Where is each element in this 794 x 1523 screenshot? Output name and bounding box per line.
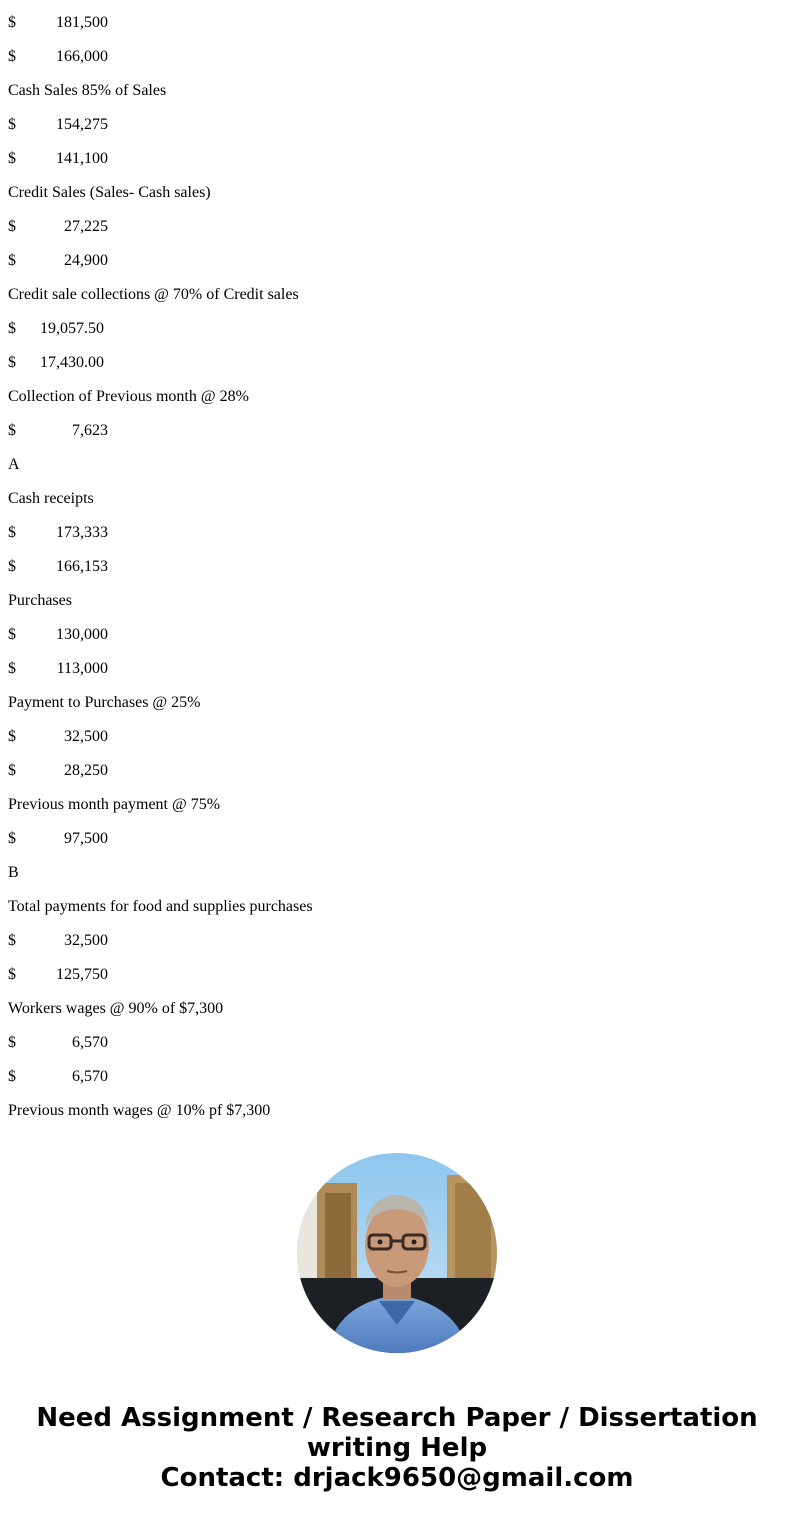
amount-value: 32,500 <box>64 932 108 949</box>
line-label: Purchases <box>8 592 72 609</box>
amount <box>8 958 108 992</box>
amount <box>8 1060 108 1094</box>
currency-symbol: $ <box>8 728 16 745</box>
line-label: Credit Sales (Sales- Cash sales) <box>8 184 211 201</box>
amount-row <box>8 754 768 788</box>
amount-value: 32,500 <box>64 728 108 745</box>
line-label: Workers wages @ 90% of $7,300 <box>8 1000 224 1017</box>
amount-row <box>8 720 768 754</box>
currency-symbol: $ <box>8 252 16 269</box>
line-label: Credit sale collections @ 70% of Credit sales <box>8 286 299 303</box>
currency-symbol: $ <box>8 762 16 779</box>
amount <box>8 924 108 958</box>
amount-value: 113,000 <box>56 660 108 677</box>
currency-symbol: $ <box>8 830 16 847</box>
amount-value: 97,500 <box>64 830 108 847</box>
line-label: Total payments for food and supplies purchases <box>8 898 313 915</box>
amount-value: 28,250 <box>64 762 108 779</box>
amount <box>8 618 108 652</box>
amount <box>8 720 108 754</box>
amount <box>8 210 108 244</box>
amount-value: 24,900 <box>64 252 108 269</box>
amount-value: 166,153 <box>56 558 108 575</box>
amount <box>8 346 104 380</box>
amount-value: 173,333 <box>56 524 108 541</box>
line-label: B <box>8 864 19 881</box>
amount <box>8 40 108 74</box>
amount-row <box>8 1060 768 1094</box>
currency-symbol: $ <box>8 218 16 235</box>
currency-symbol: $ <box>8 48 16 65</box>
currency-symbol: $ <box>8 320 16 337</box>
amount-value: 166,000 <box>56 48 108 65</box>
footer-contact <box>0 1403 794 1493</box>
line-label: A <box>8 456 20 473</box>
amount <box>8 312 104 346</box>
currency-symbol: $ <box>8 558 16 575</box>
amount-row <box>8 142 768 176</box>
line-label: Payment to Purchases @ 25% <box>8 694 201 711</box>
amount-row <box>8 924 768 958</box>
line-label: Previous month payment @ 75% <box>8 796 221 813</box>
currency-symbol: $ <box>8 1068 16 1085</box>
currency-symbol: $ <box>8 524 16 541</box>
currency-symbol: $ <box>8 354 16 371</box>
amount-value: 154,275 <box>56 116 108 133</box>
amount-row <box>8 1026 768 1060</box>
amount-value: 19,057.50 <box>40 320 104 337</box>
amount-row <box>8 346 768 380</box>
amount-row <box>8 6 768 40</box>
amount-row <box>8 414 768 448</box>
currency-symbol: $ <box>8 660 16 677</box>
amount-row <box>8 516 768 550</box>
budget-lines <box>8 6 768 1128</box>
amount-row <box>8 210 768 244</box>
amount <box>8 652 108 686</box>
amount <box>8 822 108 856</box>
currency-symbol: $ <box>8 966 16 983</box>
amount <box>8 108 108 142</box>
currency-symbol: $ <box>8 422 16 439</box>
amount-row <box>8 108 768 142</box>
amount-value: 7,623 <box>72 422 108 439</box>
amount-row <box>8 822 768 856</box>
amount <box>8 6 108 40</box>
footer-contact-email: Contact: drjack9650@gmail.com <box>160 1463 634 1493</box>
amount-value: 17,430.00 <box>40 354 104 371</box>
amount-value: 125,750 <box>56 966 108 983</box>
amount-value: 6,570 <box>72 1068 108 1085</box>
amount-row <box>8 652 768 686</box>
amount-value: 6,570 <box>72 1034 108 1051</box>
line-label: Previous month wages @ 10% pf $7,300 <box>8 1102 271 1119</box>
amount <box>8 414 108 448</box>
amount-row <box>8 550 768 584</box>
line-label: Cash Sales 85% of Sales <box>8 82 167 99</box>
currency-symbol: $ <box>8 150 16 167</box>
currency-symbol: $ <box>8 932 16 949</box>
amount <box>8 754 108 788</box>
amount-row <box>8 312 768 346</box>
line-label: Cash receipts <box>8 490 94 507</box>
footer-line-1: Need Assignment / Research Paper / Dissertation <box>36 1403 758 1433</box>
amount-value: 27,225 <box>64 218 108 235</box>
amount-row <box>8 618 768 652</box>
currency-symbol: $ <box>8 626 16 643</box>
amount-row <box>8 244 768 278</box>
amount <box>8 142 108 176</box>
amount <box>8 550 108 584</box>
author-avatar <box>297 1153 497 1353</box>
amount <box>8 244 108 278</box>
amount-value: 130,000 <box>56 626 108 643</box>
line-label: Collection of Previous month @ 28% <box>8 388 249 405</box>
amount <box>8 516 108 550</box>
footer-line-2: writing Help <box>306 1433 488 1463</box>
person-photo-icon <box>297 1153 497 1353</box>
amount-row <box>8 958 768 992</box>
currency-symbol: $ <box>8 116 16 133</box>
amount-row <box>8 40 768 74</box>
currency-symbol: $ <box>8 1034 16 1051</box>
amount <box>8 1026 108 1060</box>
amount-value: 141,100 <box>56 150 108 167</box>
currency-symbol: $ <box>8 14 16 31</box>
amount-value: 181,500 <box>56 14 108 31</box>
